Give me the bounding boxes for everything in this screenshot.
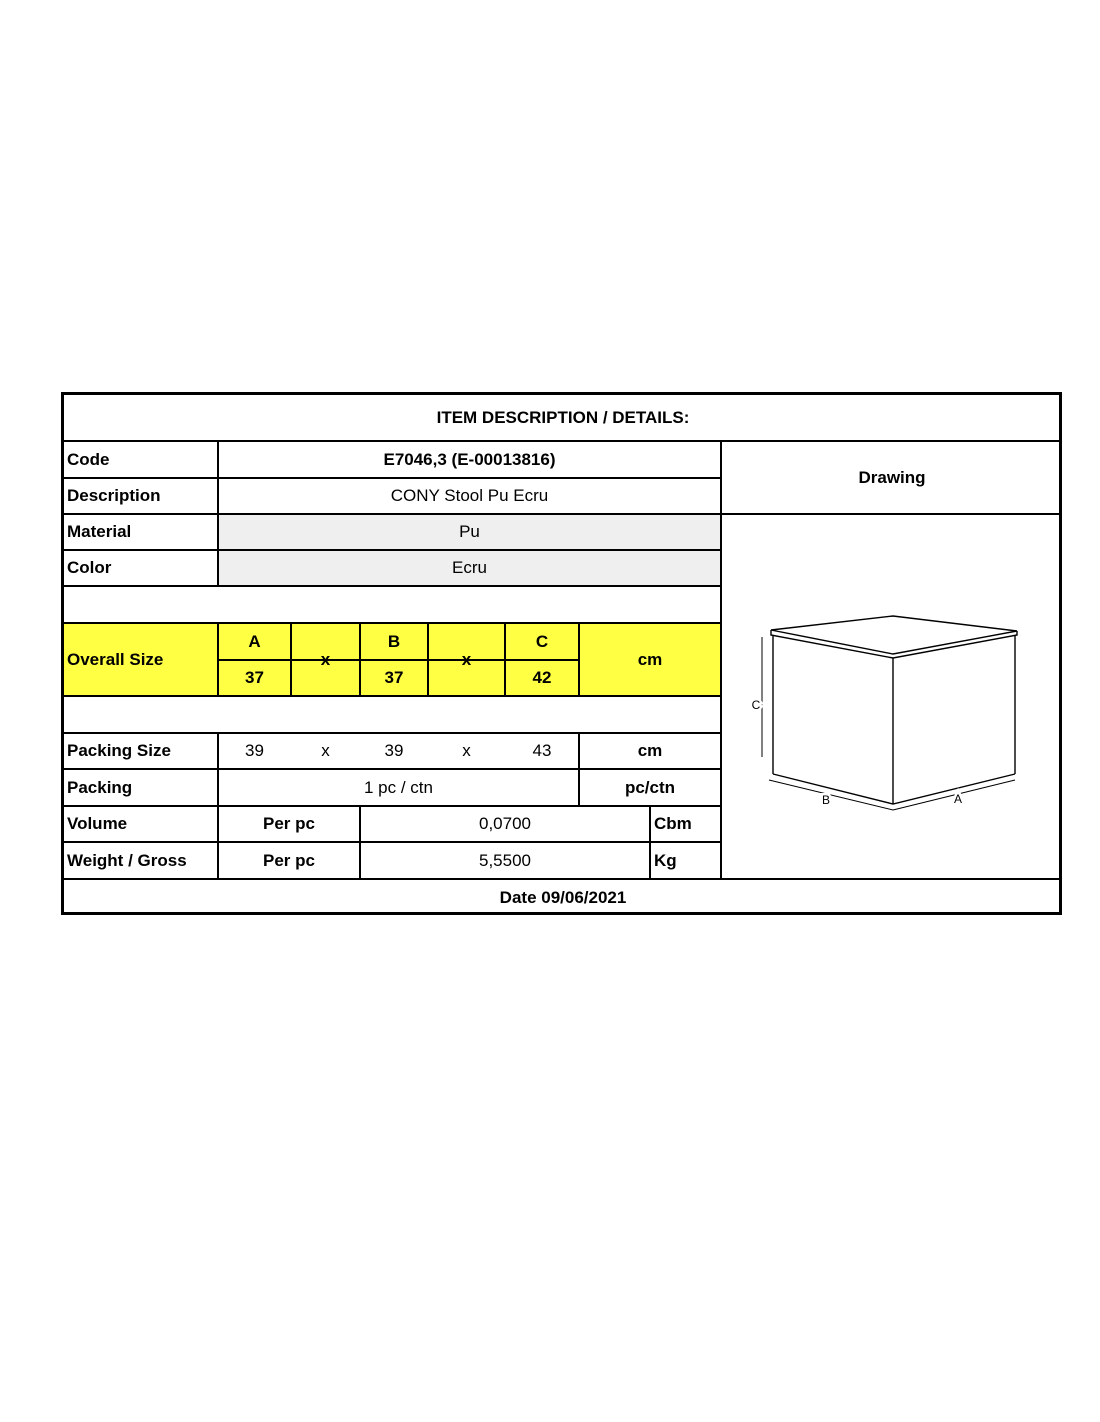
description-value: CONY Stool Pu Ecru (390, 486, 549, 505)
overall-sep-1: x (320, 649, 331, 669)
overall-b-value: 37 (384, 668, 404, 687)
description-label: Description (67, 486, 161, 505)
dim-label-b: B (821, 793, 831, 807)
color-value: Ecru (452, 558, 487, 577)
code-value: E7046,3 (E-00013816) (383, 449, 556, 469)
overall-a-value: 37 (245, 668, 264, 687)
overall-c-label: C (535, 631, 549, 651)
overall-c-value: 42 (532, 668, 552, 687)
overall-b-label: B (387, 631, 401, 651)
stool-drawing (722, 515, 1062, 878)
volume-unit: Cbm (654, 814, 692, 833)
packing-size-unit: cm (637, 741, 663, 760)
packing-unit: pc/ctn (624, 777, 676, 797)
weight-unit: Kg (654, 850, 677, 870)
drawing-label: Drawing (858, 467, 926, 487)
weight-label: Weight / Gross (67, 850, 187, 870)
footer-date: Date 09/06/2021 (499, 887, 627, 907)
packing-size-sep-1: x (321, 741, 330, 760)
volume-label: Volume (67, 814, 128, 833)
packing-size-b: 39 (384, 741, 404, 760)
packing-value: 1 pc / ctn (364, 777, 433, 797)
dim-label-a: A (953, 792, 963, 806)
packing-size-label: Packing Size (67, 741, 171, 760)
stool-top-surface (771, 616, 1017, 654)
packing-label: Packing (67, 777, 133, 797)
item-details-sheet (61, 392, 1062, 915)
packing-size-a: 39 (245, 741, 264, 760)
volume-value: 0,0700 (479, 814, 531, 833)
material-value: Pu (459, 522, 480, 541)
weight-value: 5,5500 (479, 850, 531, 870)
code-label: Code (67, 449, 110, 469)
sheet-title: ITEM DESCRIPTION / DETAILS: (436, 407, 690, 427)
volume-per: Per pc (263, 814, 315, 833)
weight-per: Per pc (263, 850, 315, 870)
overall-size-label: Overall Size (67, 649, 164, 669)
packing-size-sep-2: x (462, 741, 471, 760)
packing-size-c: 43 (532, 741, 552, 760)
overall-unit: cm (637, 649, 663, 669)
overall-sep-2: x (461, 649, 472, 669)
color-label: Color (67, 558, 112, 577)
material-label: Material (67, 522, 132, 541)
dim-label-c: C (751, 698, 761, 712)
overall-a-label: A (248, 631, 261, 651)
